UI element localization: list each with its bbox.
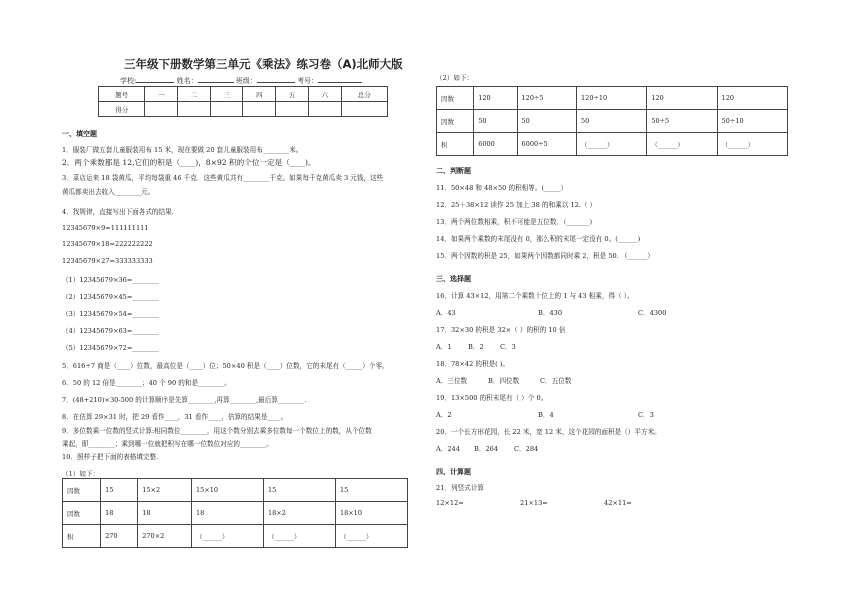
question-line: 18．78×42 的积是( )。 (436, 360, 510, 368)
answer-cell[interactable]: （______） (647, 133, 717, 156)
section-fill-heading: 一、填空题 (62, 130, 97, 138)
choice-option[interactable]: B．4 (538, 411, 554, 419)
table-cell: 15 (335, 479, 407, 502)
table-cell: 18 (101, 502, 138, 525)
answer-cell[interactable]: （______） (264, 525, 336, 548)
choice-option[interactable]: C．284 (514, 445, 539, 453)
question-line: 14．如果两个乘数的末尾没有 0，那么积的末尾一定没有 0。(______) (436, 235, 641, 243)
question-line: 7．(48+210)×30-500 的计算顺序是先算________,再算________,最后算________. (62, 396, 307, 404)
table-2-label: （2）如下： (436, 74, 474, 82)
table-cell: 6000 (474, 133, 517, 156)
table-cell: 6000÷5 (517, 133, 577, 156)
question-line: （3）12345679×54=________ (62, 310, 159, 318)
question-line: 12345679×9=111111111 (62, 224, 149, 232)
table-row (437, 110, 788, 133)
answer-cell[interactable]: （______） (335, 525, 407, 548)
student-info (120, 76, 362, 86)
class-label: 班级： (235, 77, 257, 85)
choice-option[interactable]: A．43 (436, 309, 456, 317)
table-row (437, 87, 788, 110)
score-input-cell[interactable] (178, 102, 211, 117)
choice-option[interactable]: A．三位数 (436, 377, 468, 385)
multiplication-table-2 (436, 86, 788, 156)
table-cell: 15×10 (192, 479, 264, 502)
table-cell: 18 (138, 502, 192, 525)
table-cell: 50÷10 (717, 110, 787, 133)
table-cell: 270 (101, 525, 138, 548)
multiplication-table-1 (62, 478, 408, 548)
table-cell: 因数 (63, 479, 101, 502)
question-line: 20．一个长方形花园，长 22 米，宽 12 米，这个花园的面积是（）平方米。 (436, 428, 661, 436)
score-header-row (99, 87, 388, 102)
table-cell: 积 (437, 133, 474, 156)
section-choice-heading: 三、选择题 (436, 275, 471, 283)
score-cell: 得分 (99, 102, 145, 117)
question-line: 12．25＋38×12 读作 25 加上 38 的和乘以 12.（ ） (436, 201, 597, 209)
answer-cell[interactable]: （______） (717, 133, 787, 156)
score-cell: 三 (210, 87, 243, 102)
choice-option[interactable]: B．430 (538, 309, 563, 317)
question-line: 乘起，即________；乘到哪一位就把积写在哪一位数位对应的________。 (62, 440, 273, 448)
table-cell: 因数 (437, 110, 474, 133)
question-line: 16．计算 43×12，用第二个乘数十位上的 1 与 43 相乘，得（ ）。 (436, 292, 634, 300)
question-line: （5）12345679×72=________ (62, 344, 159, 352)
table-cell: 18 (192, 502, 264, 525)
exam-number-label: 考号： (297, 77, 319, 85)
question-line: 6．50 的 12 倍是________；40 个 90 的和是________。 (62, 379, 232, 387)
table-cell: 18×10 (335, 502, 407, 525)
table-cell: 积 (63, 525, 101, 548)
question-line: 19．13×500 的积末尾有（ ）个 0。 (436, 394, 548, 402)
question-line: 9．多位数乘一位数的竖式计算:相同数位________，用这个数分别去乘多位数每一个数位上的数，从个位数 (62, 427, 372, 435)
choice-option[interactable]: C．五位数 (540, 377, 572, 385)
score-input-cell[interactable] (210, 102, 243, 117)
question-line: 5．616÷7 商是（____）位数，最高位是（____）位；50×40 积是（____）位数，它的末尾有（_____）个零。 (62, 362, 389, 370)
score-cell: 总分 (341, 87, 387, 102)
table-row (437, 133, 788, 156)
section-judge-heading: 二、判断题 (436, 167, 471, 175)
question-line: （1）如下： (62, 470, 100, 478)
choice-option[interactable]: C．4300 (638, 309, 667, 317)
choice-option[interactable]: A．1 (436, 343, 452, 351)
question-line: 13．两个两位数相乘，积不可能是五位数．（_______) (436, 218, 593, 226)
table-cell: 120 (647, 87, 717, 110)
question-line: 11．50×48 和 48×50 的积相等。(_____） (436, 184, 568, 192)
table-cell: 50 (474, 110, 517, 133)
question-line: 1．服装厂做五套儿童服装用布 15 米，现在要做 20 套儿童服装用布________米。 (62, 146, 303, 154)
table-cell: 120÷10 (577, 87, 647, 110)
score-cell: 二 (178, 87, 211, 102)
question-line: （4）12345679×63=________ (62, 327, 159, 335)
answer-cell[interactable]: （______） (192, 525, 264, 548)
score-cell: 一 (145, 87, 178, 102)
table-cell: 因数 (63, 502, 101, 525)
score-input-cell[interactable] (341, 102, 387, 117)
page-title: 三年级下册数学第三单元《乘法》练习卷（A)北师大版 (124, 57, 403, 71)
question-line: 2．两个乘数都是 12,它们的积是（____)，8×92 积的个位一定是（____)。 (62, 158, 316, 167)
score-input-cell[interactable] (145, 102, 178, 117)
table-cell: 50 (577, 110, 647, 133)
choice-option[interactable]: A．2 (436, 411, 452, 419)
question-line: 3．菜店运来 18 袋黄瓜，平均每袋重 46 千克．这些黄瓜共有________千克。如果每千克黄瓜卖 3 元钱，这些 (62, 174, 384, 182)
question-line: （1）12345679×36=________ (62, 276, 159, 284)
table-cell: 120÷5 (517, 87, 577, 110)
table-cell: 18×2 (264, 502, 336, 525)
choice-option[interactable]: B．264 (474, 445, 499, 453)
question-line: 21．列竖式计算 (436, 484, 484, 492)
school-label: 学校: (120, 77, 137, 85)
table-cell: 50 (517, 110, 577, 133)
table-cell: 120 (717, 87, 787, 110)
question-line: 12345679×27=333333333 (62, 257, 153, 265)
score-cell: 四 (243, 87, 276, 102)
choice-option[interactable]: C．3 (638, 411, 654, 419)
question-line: 8．在估算 29×31 时，把 29 看作____，31 看作____，估算的结果是____。 (62, 413, 288, 421)
score-input-cell[interactable] (276, 102, 309, 117)
question-line: 黄瓜都卖出去收入________元。 (62, 188, 155, 196)
table-cell: 120 (474, 87, 517, 110)
name-label: 姓名： (176, 77, 198, 85)
question-line: 15．两个因数的积是 25，如果两个因数都同时乘 2，积是 50. （______） (436, 252, 654, 260)
question-line: 10．照样子把下面的表格填完整. (62, 453, 159, 461)
choice-option[interactable]: C．3 (500, 343, 516, 351)
score-input-cell[interactable] (308, 102, 341, 117)
table-cell: 50÷5 (647, 110, 717, 133)
score-cell: 题号 (99, 87, 145, 102)
score-cell: 六 (308, 87, 341, 102)
question-line: 12345679×18=222222222 (62, 240, 153, 248)
question-line: 4．找规律，直接写出下面各式的结果. (62, 208, 174, 216)
table-row (63, 525, 408, 548)
calc-item: 42×11= (604, 499, 632, 507)
table-row (63, 502, 408, 525)
table-cell: 15×2 (138, 479, 192, 502)
score-input-cell[interactable] (243, 102, 276, 117)
calc-item: 12×12= (436, 499, 464, 507)
table-cell: 15 (101, 479, 138, 502)
table-cell: 270×2 (138, 525, 192, 548)
table-cell: 15 (264, 479, 336, 502)
choice-option[interactable]: A．244 (436, 445, 460, 453)
answer-cell[interactable]: （______） (577, 133, 647, 156)
table-cell: 因数 (437, 87, 474, 110)
table-row (63, 479, 408, 502)
choice-option[interactable]: B．2 (468, 343, 484, 351)
score-table (98, 86, 388, 117)
question-line: （2）12345679×45=________ (62, 293, 159, 301)
score-cell: 五 (276, 87, 309, 102)
choice-option[interactable]: B．四位数 (488, 377, 520, 385)
section-calc-heading: 四、计算题 (436, 468, 471, 476)
score-row (99, 102, 388, 117)
calc-item: 21×13= (520, 499, 548, 507)
question-line: 17．32×30 的积是 32×（ ）的积的 10 倍 (436, 326, 566, 334)
